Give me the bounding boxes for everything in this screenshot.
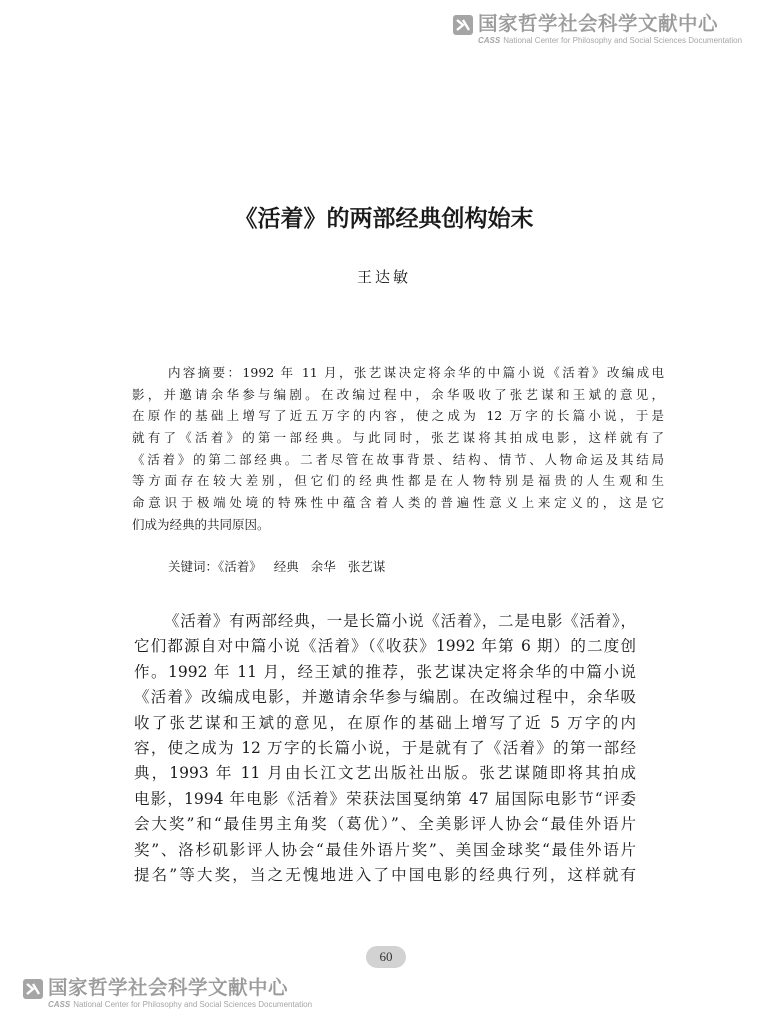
- watermark-en-text: National Center for Philosophy and Social Sciences Documentation: [73, 1000, 313, 1009]
- body-line: 提名”等大奖，当之无愧地进入了中国电影的经典行列，这样就有: [134, 865, 636, 884]
- body-line: 电影，1994 年电影《活着》荣获法国戛纳第 47 届国际电影节“评委: [134, 789, 636, 808]
- abstract-line: 在原作的基础上增写了近五万字的内容，使之成为 12 万字的长篇小说，于是: [132, 408, 664, 424]
- page-number: 60: [366, 946, 406, 968]
- abstract-line: 影，并邀请余华参与编剧。在改编过程中，余华吸收了张艺谋和王斌的意见，: [132, 386, 664, 402]
- watermark-bottom: [22, 976, 312, 1010]
- watermark-top: [452, 12, 742, 46]
- body-line: 会大奖”和“最佳男主角奖（葛优）”、全美影评人协会“最佳外语片: [134, 815, 636, 834]
- abstract: [132, 362, 664, 536]
- abstract-line: 们成为经典的共同原因。: [132, 516, 270, 532]
- body-line: 典，1993 年 11 月由长江文艺出版社出版。张艺谋随即将其拍成: [134, 764, 636, 783]
- body-text: [134, 609, 636, 888]
- watermark-en-prefix: CASS: [478, 36, 501, 45]
- keywords: [168, 557, 397, 577]
- watermark-en-prefix: CASS: [48, 1000, 71, 1009]
- abstract-line: 《活着》的第二部经典。二者尽管在故事背景、结构、情节、人物命运及其结局: [132, 451, 664, 467]
- keyword: 余华: [310, 559, 336, 574]
- keyword: 《活着》: [218, 559, 262, 574]
- body-line: 奖”、洛杉矶影评人协会“最佳外语片奖”、美国金球奖“最佳外语片: [134, 840, 636, 859]
- logo-icon: [452, 14, 474, 36]
- keyword: 经典: [273, 559, 299, 574]
- abstract-line: 就有了《活着》的第一部经典。与此同时，张艺谋将其拍成电影，这样就有了: [132, 430, 664, 446]
- body-line: 收了张艺谋和王斌的意见，在原作的基础上增写了近 5 万字的内: [134, 713, 636, 732]
- body-line: 《活着》有两部经典，一是长篇小说《活着》，二是电影《活着》，: [164, 612, 636, 630]
- abstract-line: 等方面存在较大差别，但它们的经典性都是在人物特别是福贵的人生观和生: [132, 473, 664, 489]
- keywords-label: 关键词：: [168, 559, 219, 574]
- body-line: 《活着》改编成电影，并邀请余华参与编剧。在改编过程中，余华吸: [134, 688, 636, 707]
- abstract-line: 命意识于极端处境的特殊性中蕴含着人类的普遍性意义上来定义的，这是它: [132, 495, 664, 511]
- body-line: 容，使之成为 12 万字的长篇小说，于是就有了《活着》的第一部经: [134, 738, 636, 757]
- article-author: 王达敏: [356, 268, 411, 286]
- watermark-en-text: National Center for Philosophy and Social Sciences Documentation: [503, 36, 743, 45]
- keyword: 张艺谋: [347, 559, 386, 574]
- logo-icon: [22, 978, 44, 1000]
- watermark-cn-text: 国家哲学社会科学文献中心: [48, 976, 289, 999]
- body-line: 作。1992 年 11 月，经王斌的推荐，张艺谋决定将余华的中篇小说: [134, 662, 636, 681]
- abstract-line: 内容摘要：1992 年 11 月，张艺谋决定将余华的中篇小说《活着》改编成电: [168, 365, 664, 380]
- watermark-cn-text: 国家哲学社会科学文献中心: [478, 12, 719, 35]
- body-line: 它们都源自对中篇小说《活着》（《收获》1992 年第 6 期）的二度创: [134, 637, 636, 656]
- article-title: 《活着》的两部经典创构始末: [234, 205, 534, 232]
